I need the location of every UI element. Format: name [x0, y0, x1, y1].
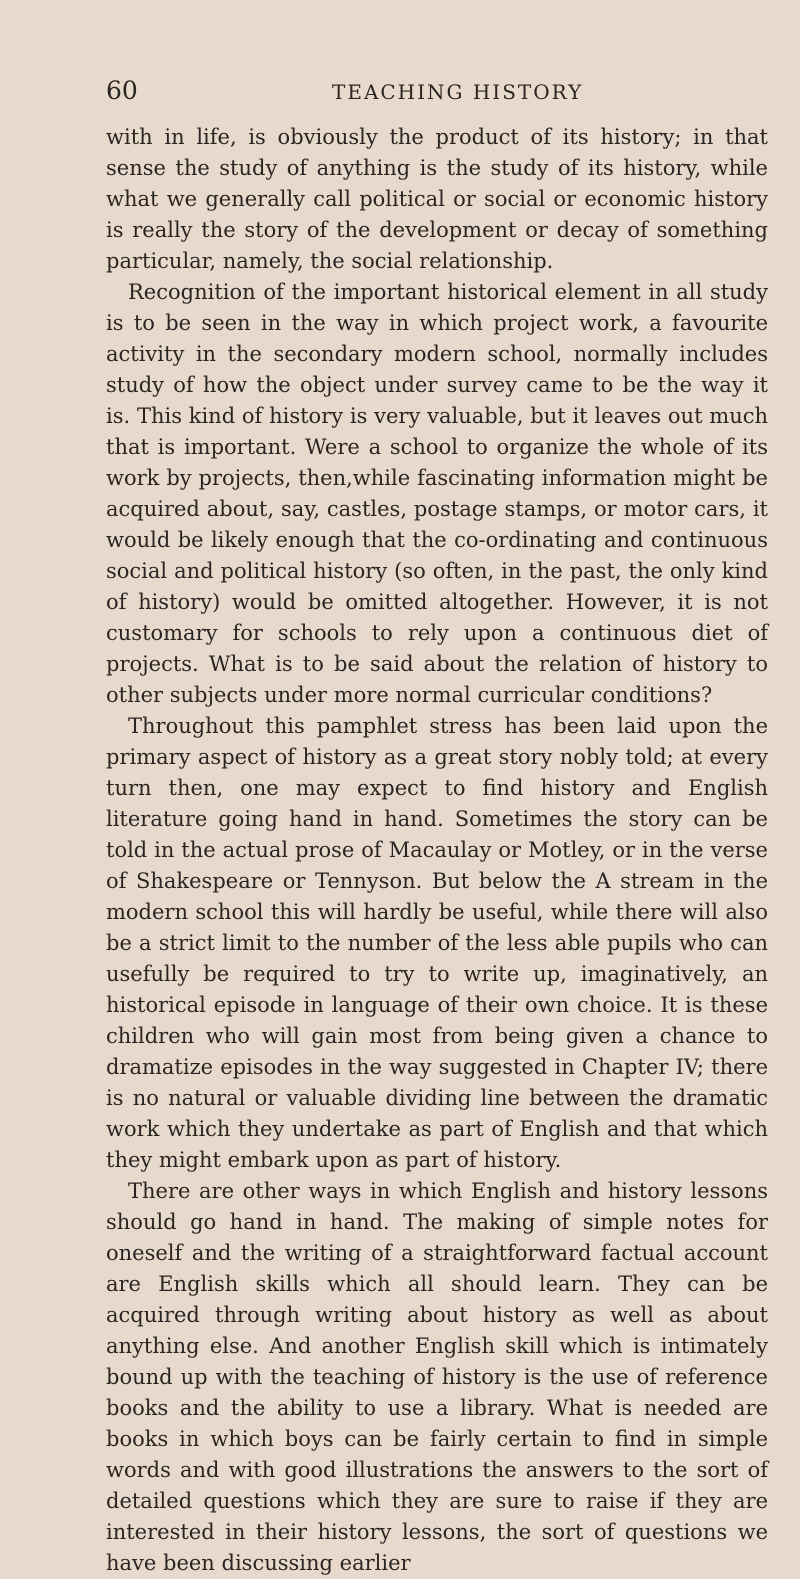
paragraph-continued: with in life, is obviously the product of its history; in that sense the study of anything is the study of its history, while what we generally call political or social or economic history is really the story of the development or decay of something particular, namely, the social relationship. — [106, 125, 768, 273]
body-text — [106, 122, 768, 1579]
running-title: TEACHING HISTORY — [332, 80, 584, 104]
paragraph: Throughout this pamphlet stress has been laid upon the primary aspect of history as a great story nobly told; at every turn then, one may expect to find history and English literature going hand in hand. Sometimes the story can be told in the actual prose of Macaulay or Motley, or in the verse of Shakespeare or Tennyson. But below the A stream in the modern school this will hardly be useful, while there will also be a strict limit to the number of the less able pupils who can usefully be required to try to write up, imaginatively, an historical episode in language of their own choice. It is these children who will gain most from being given a chance to dramatize episodes in the way suggested in Chapter IV; there is no natural or valuable dividing line between the dramatic work which they undertake as part of English and that which they might embark upon as part of history. — [106, 714, 768, 1172]
paragraph: There are other ways in which English and history lessons should go hand in hand. The making of simple notes for oneself and the writing of a straightforward factual account are English skills which all should learn. They can be acquired through writing about history as well as about anything else. And another English skill which is intimately bound up with the teaching of history is the use of reference books and the ability to use a library. What is needed are books in which boys can be fairly certain to find in simple words and with good illustrations the answers to the sort of detailed questions which they are sure to raise if they are interested in their history lessons, the sort of questions we have been discussing earlier — [106, 1179, 768, 1575]
paragraph: Recognition of the important historical element in all study is to be seen in the way in which project work, a favourite activity in the secondary modern school, normally includes study of how the object under survey came to be the way it is. This kind of history is very valuable, but it leaves out much that is important. Were a school to organize the whole of its work by projects, then,while fascinating information might be acquired about, say, castles, postage stamps, or motor cars, it would be likely enough that the co-ordinating and continuous social and political history (so often, in the past, the only kind of history) would be omitted altogether. However, it is not customary for schools to rely upon a continuous diet of projects. What is to be said about the relation of history to other subjects under more normal curricular conditions? — [106, 280, 768, 707]
running-head — [106, 76, 768, 116]
page-number: 60 — [106, 76, 138, 105]
